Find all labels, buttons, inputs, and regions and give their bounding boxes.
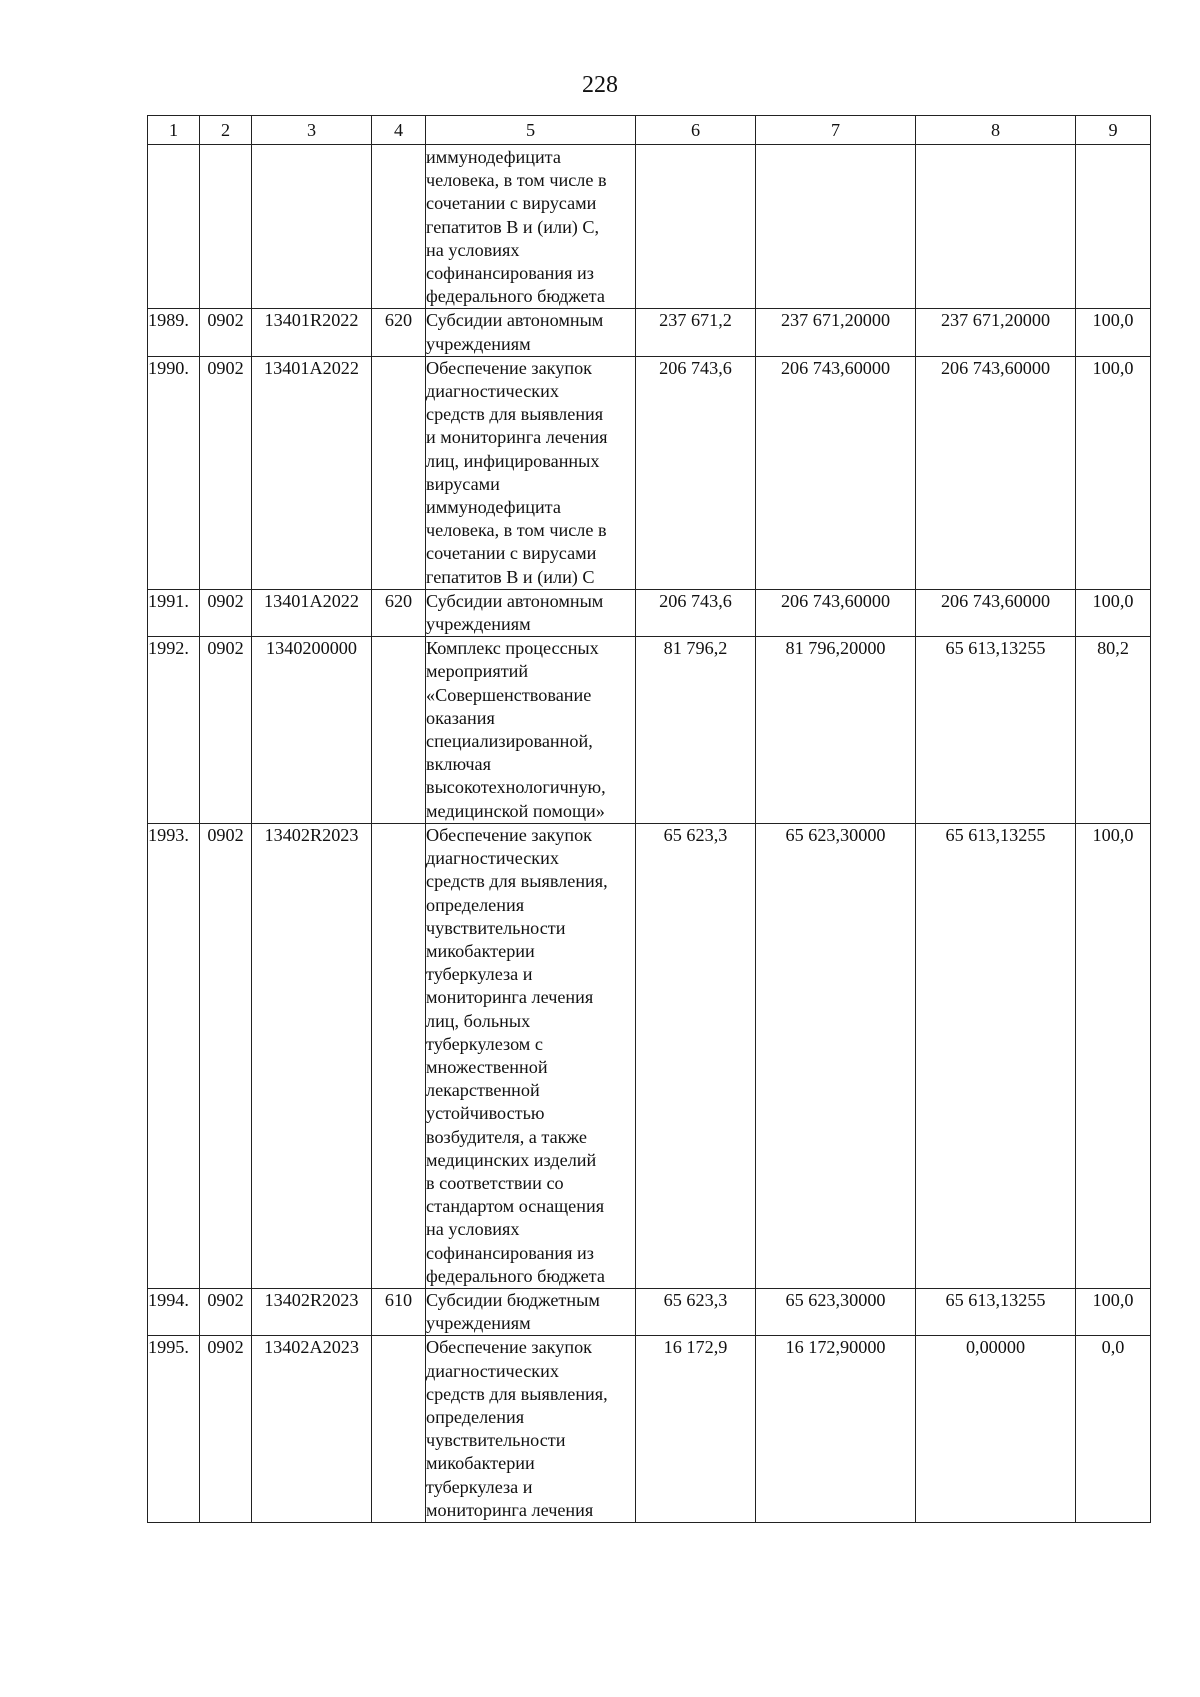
executed-amount: [916, 145, 1076, 309]
execution-percent: 0,0: [1076, 1336, 1151, 1523]
execution-percent: 100,0: [1076, 823, 1151, 1288]
column-header: 3: [252, 116, 372, 145]
approved-amount: 16 172,9: [636, 1336, 756, 1523]
refined-amount: 206 743,60000: [756, 356, 916, 589]
column-header: 5: [426, 116, 636, 145]
row-number: 1990.: [148, 356, 200, 589]
expense-type-code: [372, 1336, 426, 1523]
item-name: иммунодефицита человека, в том числе в сочетании с вирусами гепатитов В и (или) С, на условиях софинансирования из федерального бюджета: [426, 145, 636, 309]
refined-amount: 65 623,30000: [756, 1288, 916, 1335]
execution-percent: 100,0: [1076, 309, 1151, 356]
execution-percent: [1076, 145, 1151, 309]
table-header-row: [148, 116, 1151, 145]
expense-type-code: [372, 637, 426, 824]
expense-type-code: [372, 356, 426, 589]
refined-amount: 237 671,20000: [756, 309, 916, 356]
item-name: Обеспечение закупок диагностических средств для выявления, определения чувствительности микобактерии туберкулеза и мониторинга лечения лиц, больных туберкулезом с множественной лекарственной устойчивостью возбудителя, а также медицинских изделий в соответствии со стандартом оснащения на условиях софинансирования из федерального бюджета: [426, 823, 636, 1288]
expense-type-code: 620: [372, 589, 426, 636]
target-article-code: 1340200000: [252, 637, 372, 824]
refined-amount: 65 623,30000: [756, 823, 916, 1288]
approved-amount: 206 743,6: [636, 589, 756, 636]
target-article-code: 13401А2022: [252, 356, 372, 589]
expense-type-code: 620: [372, 309, 426, 356]
executed-amount: 65 613,13255: [916, 637, 1076, 824]
item-name: Субсидии автономным учреждениям: [426, 309, 636, 356]
budget-table: [147, 115, 1151, 1523]
refined-amount: 206 743,60000: [756, 589, 916, 636]
column-header: 6: [636, 116, 756, 145]
table-row: [148, 309, 1151, 356]
item-name: Субсидии автономным учреждениям: [426, 589, 636, 636]
approved-amount: 206 743,6: [636, 356, 756, 589]
expense-type-code: [372, 145, 426, 309]
column-header: 8: [916, 116, 1076, 145]
page-number: 228: [582, 72, 618, 98]
executed-amount: 206 743,60000: [916, 589, 1076, 636]
approved-amount: 65 623,3: [636, 1288, 756, 1335]
table-row: [148, 1336, 1151, 1523]
section-code: 0902: [200, 356, 252, 589]
refined-amount: [756, 145, 916, 309]
executed-amount: 0,00000: [916, 1336, 1076, 1523]
item-name: Обеспечение закупок диагностических средств для выявления, определения чувствительности микобактерии туберкулеза и мониторинга лечения: [426, 1336, 636, 1523]
executed-amount: 206 743,60000: [916, 356, 1076, 589]
row-number: 1995.: [148, 1336, 200, 1523]
section-code: 0902: [200, 1288, 252, 1335]
target-article-code: 13402А2023: [252, 1336, 372, 1523]
table-row: [148, 823, 1151, 1288]
executed-amount: 65 613,13255: [916, 823, 1076, 1288]
executed-amount: 237 671,20000: [916, 309, 1076, 356]
expense-type-code: 610: [372, 1288, 426, 1335]
item-name: Субсидии бюджетным учреждениям: [426, 1288, 636, 1335]
column-header: 4: [372, 116, 426, 145]
executed-amount: 65 613,13255: [916, 1288, 1076, 1335]
target-article-code: 13401А2022: [252, 589, 372, 636]
item-name: Комплекс процессных мероприятий «Совершенствование оказания специализированной, включая высокотехнологичную, медицинской помощи»: [426, 637, 636, 824]
execution-percent: 100,0: [1076, 589, 1151, 636]
target-article-code: [252, 145, 372, 309]
column-header: 1: [148, 116, 200, 145]
table-row: [148, 1288, 1151, 1335]
approved-amount: 65 623,3: [636, 823, 756, 1288]
target-article-code: 13401R2022: [252, 309, 372, 356]
execution-percent: 100,0: [1076, 356, 1151, 589]
table-row: [148, 637, 1151, 824]
target-article-code: 13402R2023: [252, 1288, 372, 1335]
section-code: 0902: [200, 1336, 252, 1523]
row-number: 1989.: [148, 309, 200, 356]
column-header: 7: [756, 116, 916, 145]
execution-percent: 100,0: [1076, 1288, 1151, 1335]
row-number: 1992.: [148, 637, 200, 824]
refined-amount: 81 796,20000: [756, 637, 916, 824]
refined-amount: 16 172,90000: [756, 1336, 916, 1523]
row-number: 1991.: [148, 589, 200, 636]
row-number: [148, 145, 200, 309]
column-header: 2: [200, 116, 252, 145]
row-number: 1993.: [148, 823, 200, 1288]
section-code: 0902: [200, 309, 252, 356]
expense-type-code: [372, 823, 426, 1288]
section-code: [200, 145, 252, 309]
approved-amount: 237 671,2: [636, 309, 756, 356]
section-code: 0902: [200, 637, 252, 824]
table-row: [148, 145, 1151, 309]
section-code: 0902: [200, 589, 252, 636]
item-name: Обеспечение закупок диагностических средств для выявления и мониторинга лечения лиц, инфицированных вирусами иммунодефицита человека, в том числе в сочетании с вирусами гепатитов В и (или) С: [426, 356, 636, 589]
approved-amount: [636, 145, 756, 309]
approved-amount: 81 796,2: [636, 637, 756, 824]
row-number: 1994.: [148, 1288, 200, 1335]
section-code: 0902: [200, 823, 252, 1288]
execution-percent: 80,2: [1076, 637, 1151, 824]
column-header: 9: [1076, 116, 1151, 145]
target-article-code: 13402R2023: [252, 823, 372, 1288]
table-row: [148, 589, 1151, 636]
table-row: [148, 356, 1151, 589]
